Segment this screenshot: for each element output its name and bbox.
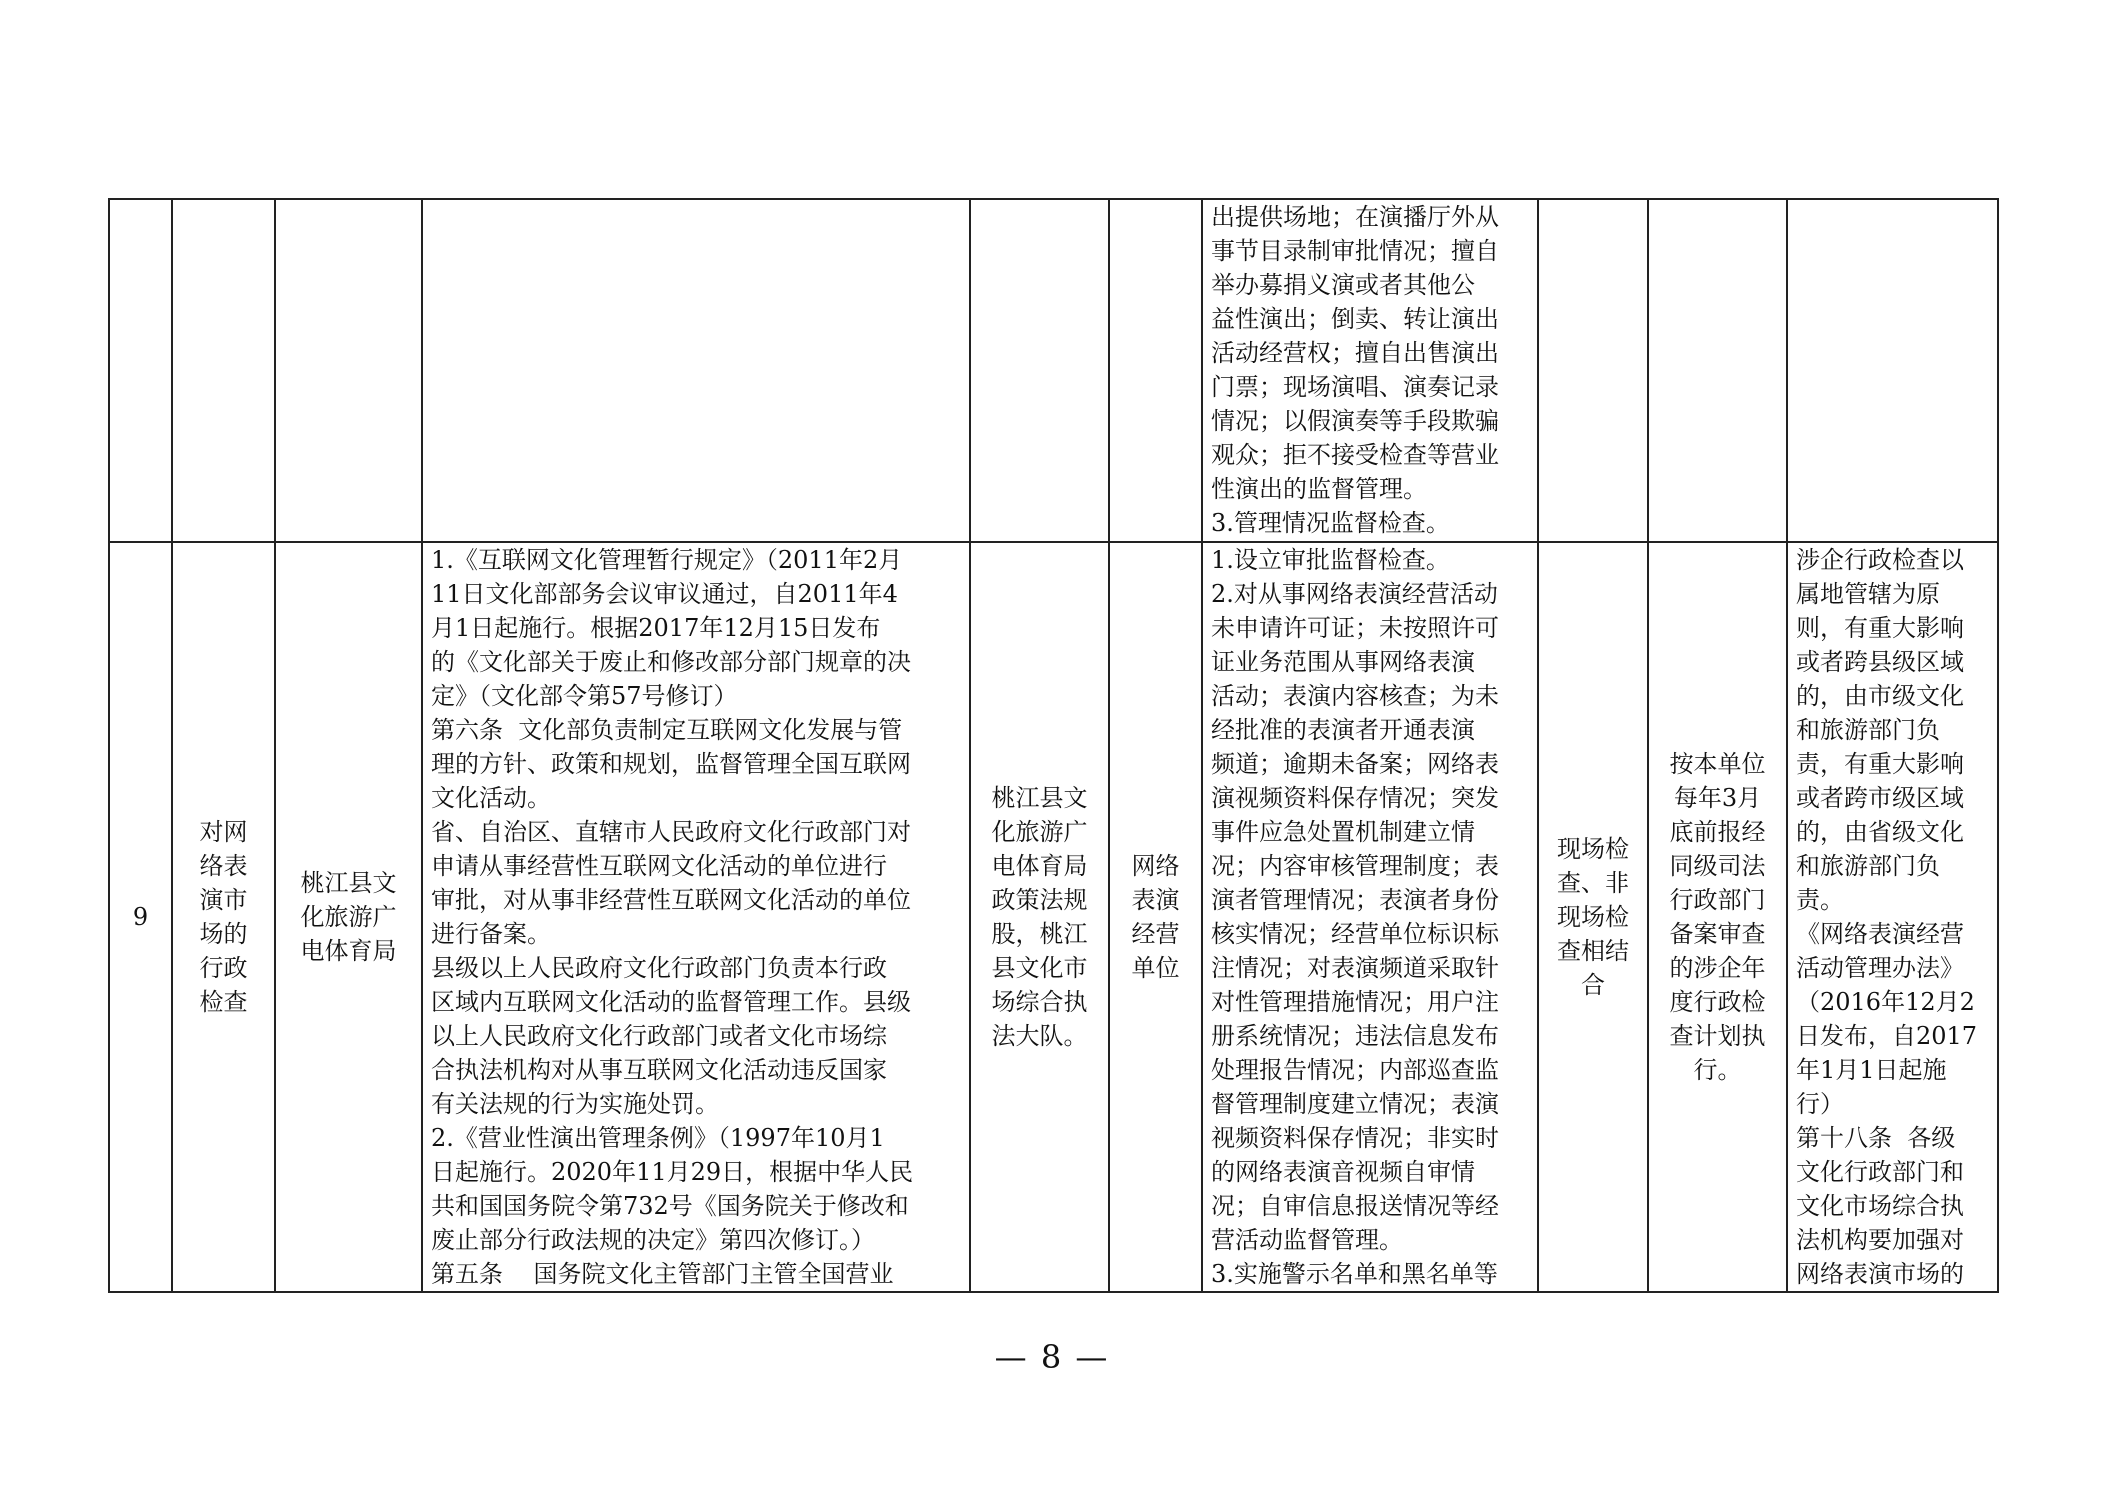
cell-line: 区域内互联网文化活动的监督管理工作。县级 [431,988,911,1016]
cell-object-empty [1109,199,1202,542]
cell-line: 的，由市级文化 [1796,682,1964,710]
cell-line: 场的 [199,920,248,948]
cell-line: 11日文化部部务会议审议通过，自2011年4 [431,580,898,608]
cell-line: 审批，对从事非经营性互联网文化活动的单位 [431,886,911,914]
cell-line: 出提供场地；在演播厅外从 [1211,203,1499,231]
cell-line: 文化行政部门和 [1796,1158,1964,1186]
cell-line: 废止部分行政法规的决定》第四次修订。） [431,1226,875,1254]
cell-line: 年1月1日起施 [1796,1056,1947,1084]
cell-line: 事节目录制审批情况；擅自 [1211,237,1499,265]
cell-line: 桃江县文 [991,784,1088,812]
cell-line: 演视频资料保存情况；突发 [1211,784,1499,812]
cell-line: 省、自治区、直辖市人民政府文化行政部门对 [431,818,911,846]
cell-no-empty [109,199,172,542]
cell-line: 底前报经 [1669,818,1766,846]
cell-line: 股，桃江 [991,920,1088,948]
cell-method-empty [1538,199,1648,542]
cell-line: 督管理制度建立情况；表演 [1211,1090,1499,1118]
cell-line: 3.管理情况监督检查。 [1211,509,1450,537]
cell-line: 申请从事经营性互联网文化活动的单位进行 [431,852,887,880]
cell-line: 单位 [1131,954,1180,982]
cell-line: 举办募捐义演或者其他公 [1211,271,1475,299]
cell-line: 册系统情况；违法信息发布 [1211,1022,1499,1050]
cell-row-number: 9 [109,542,172,1292]
cell-line: 经营 [1131,920,1180,948]
cell-line: 责，有重大影响 [1796,750,1964,778]
cell-line: 和旅游部门负 [1796,716,1940,744]
cell-line: 合执法机构对从事互联网文化活动违反国家 [431,1056,887,1084]
cell-inspection-object [1109,542,1202,1292]
table-row-9 [109,542,1998,1292]
cell-line: 2.《营业性演出管理条例》（1997年10月1 [431,1124,885,1152]
cell-line: 现场检 [1557,903,1629,931]
cell-line: 县文化市 [991,954,1088,982]
cell-line: 责。 [1796,886,1844,914]
cell-item-empty [172,199,275,542]
cell-line: 益性演出；倒卖、转让演出 [1211,305,1499,333]
cell-line: 县级以上人民政府文化行政部门负责本行政 [431,954,887,982]
cell-line: 的，由省级文化 [1796,818,1964,846]
cell-inspection-method [1538,542,1648,1292]
cell-basis-empty [422,199,970,542]
cell-line: 门票；现场演唱、演奏记录 [1211,373,1499,401]
cell-line: 查、非 [1557,869,1629,897]
cell-line: 场综合执 [991,988,1088,1016]
cell-line: 文化市场综合执 [1796,1192,1964,1220]
cell-line: 行。 [1693,1056,1742,1084]
cell-line: 日发布，自2017 [1796,1022,1978,1050]
cell-line: 视频资料保存情况；非实时 [1211,1124,1499,1152]
cell-line: 日起施行。2020年11月29日，根据中华人民 [431,1158,914,1186]
cell-implementer [970,542,1109,1292]
cell-line: 网络 [1131,852,1180,880]
cell-line: 同级司法 [1669,852,1766,880]
cell-line: 表演 [1131,886,1180,914]
cell-line: 以上人民政府文化行政部门或者文化市场综 [431,1022,887,1050]
cell-plan-empty [1648,199,1787,542]
cell-line: 经批准的表演者开通表演 [1211,716,1475,744]
cell-line: 月1日起施行。根据2017年12月15日发布 [431,614,881,642]
cell-implementer-empty [970,199,1109,542]
cell-line: 《网络表演经营 [1796,920,1964,948]
cell-line: 况；自审信息报送情况等经 [1211,1192,1499,1220]
cell-line: 检查 [199,988,248,1016]
cell-line: 文化活动。 [431,784,551,812]
cell-line: 有关法规的行为实施处罚。 [431,1090,719,1118]
cell-line: 核实情况；经营单位标识标 [1211,920,1499,948]
cell-notes-empty [1787,199,1998,542]
cell-line: 频道；逾期未备案；网络表 [1211,750,1499,778]
cell-line: 对性管理措施情况；用户注 [1211,988,1499,1016]
cell-line: 演市 [199,886,248,914]
cell-line: 第六条 文化部负责制定互联网文化发展与管 [431,716,903,744]
cell-line: 查计划执 [1669,1022,1766,1050]
cell-line: 按本单位 [1669,750,1766,778]
cell-line: 化旅游广 [300,903,397,931]
cell-line: 合 [1581,971,1605,999]
cell-line: 每年3月 [1673,784,1762,812]
cell-line: 行） [1796,1090,1844,1118]
cell-inspection-plan [1648,542,1787,1292]
cell-line: 查相结 [1557,937,1629,965]
cell-line: 况；内容审核管理制度；表 [1211,852,1499,880]
cell-line: 演者管理情况；表演者身份 [1211,886,1499,914]
cell-line: 进行备案。 [431,920,551,948]
cell-line: 网络表演市场的 [1796,1260,1964,1288]
cell-line: 定》（文化部令第57号修订） [431,682,738,710]
cell-line: 情况；以假演奏等手段欺骗 [1211,407,1499,435]
cell-line: 共和国国务院令第732号《国务院关于修改和 [431,1192,909,1220]
cell-line: 政策法规 [991,886,1088,914]
cell-line: 法机构要加强对 [1796,1226,1964,1254]
cell-legal-basis [422,542,970,1292]
cell-checks-continued [1202,199,1538,542]
cell-line: 对网 [199,818,248,846]
cell-line: 活动经营权；擅自出售演出 [1211,339,1499,367]
cell-line: 电体育局 [300,937,397,965]
cell-inspection-content [1202,542,1538,1292]
cell-line: 备案审查 [1669,920,1766,948]
cell-line: 或者跨县级区域 [1796,648,1964,676]
cell-line: 则，有重大影响 [1796,614,1964,642]
inspection-table [108,198,1999,1293]
cell-line: 3.实施警示名单和黑名单等 [1211,1260,1498,1288]
cell-line: 法大队。 [991,1022,1088,1050]
cell-line: 事件应急处置机制建立情 [1211,818,1475,846]
cell-line: 1.《互联网文化管理暂行规定》（2011年2月 [431,546,903,574]
cell-line: 未申请许可证；未按照许可 [1211,614,1499,642]
cell-line: 或者跨市级区域 [1796,784,1964,812]
cell-line: 化旅游广 [991,818,1088,846]
cell-line: 活动管理办法》 [1796,954,1964,982]
cell-org-empty [275,199,422,542]
cell-line: 2.对从事网络表演经营活动 [1211,580,1498,608]
cell-line: 现场检 [1557,835,1629,863]
cell-line: 理的方针、政策和规划，监督管理全国互联网 [431,750,911,778]
cell-line: （2016年12月2 [1796,988,1975,1016]
cell-line: 性演出的监督管理。 [1211,475,1427,503]
cell-line: 的涉企年 [1669,954,1766,982]
cell-line: 1.设立审批监督检查。 [1211,546,1450,574]
cell-line: 的网络表演音视频自审情 [1211,1158,1475,1186]
cell-line: 营活动监督管理。 [1211,1226,1403,1254]
cell-notes [1787,542,1998,1292]
table-row-continued [109,199,1998,542]
cell-implementing-agency [275,542,422,1292]
cell-inspection-item [172,542,275,1292]
cell-line: 行政 [199,954,248,982]
cell-line: 注情况；对表演频道采取针 [1211,954,1499,982]
cell-line: 桃江县文 [300,869,397,897]
cell-line: 第十八条 各级 [1796,1124,1956,1152]
cell-line: 的《文化部关于废止和修改部分部门规章的决 [431,648,911,676]
page-number: — 8 — [994,1338,1110,1376]
cell-line: 证业务范围从事网络表演 [1211,648,1475,676]
cell-line: 活动；表演内容核查；为未 [1211,682,1499,710]
cell-line: 处理报告情况；内部巡查监 [1211,1056,1499,1084]
cell-line: 第五条 国务院文化主管部门主管全国营业 [431,1260,894,1288]
cell-line: 行政部门 [1669,886,1766,914]
cell-line: 和旅游部门负 [1796,852,1940,880]
cell-line: 度行政检 [1669,988,1766,1016]
cell-line: 络表 [199,852,248,880]
cell-line: 涉企行政检查以 [1796,546,1964,574]
cell-line: 观众；拒不接受检查等营业 [1211,441,1499,469]
cell-line: 电体育局 [991,852,1088,880]
cell-line: 属地管辖为原 [1796,580,1940,608]
